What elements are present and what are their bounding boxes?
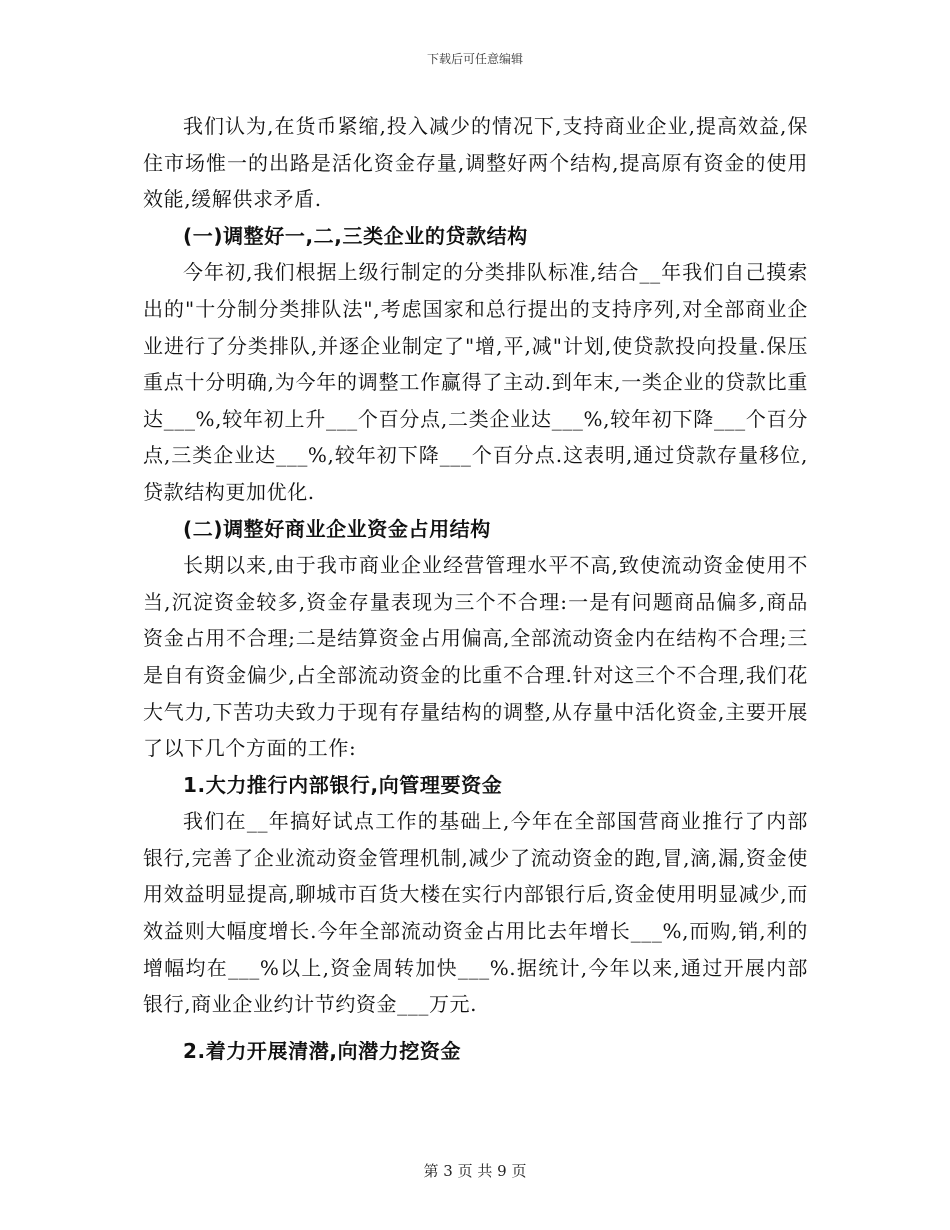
- subsection-heading-internal-bank: 1.大力推行内部银行,向管理要资金: [183, 772, 503, 797]
- subsection-heading-clear-potential: 2.着力开展清潜,向潜力挖资金: [183, 1038, 462, 1063]
- page-number-footer: 第 3 页 共 9 页: [423, 1162, 527, 1180]
- paragraph-capital-structure: 长期以来,由于我市商业企业经营管理水平不高,致使流动资金使用不当,沉淀资金较多,资金存量表现为三个不合理:一是有问题商品偏多,商品资金占用不合理;二是结算资金占用偏高,全部流动资金内在结构不合理;三是自有资金偏少,占全部流动资金的比重不合理.针对这三个不合理,我们花大气力,下苦功夫致力于现有存量结构的调整,从存量中活化资金,主要开展了以下几个方面的工作:: [143, 553, 808, 761]
- paragraph-loan-structure: 今年初,我们根据上级行制定的分类排队标准,结合__年我们自己摸索出的"十分制分类排队法",考虑国家和总行提出的支持序列,对全部商业企业进行了分类排队,并逐企业制定了"增,平,减"计划,使贷款投向投量.保压重点十分明确,为今年的调整工作赢得了主动.到年末,一类企业的贷款比重达___%,较年初上升___个百分点,二类企业达___%,较年初下降___个百分点,三类企业达___%,较年初下降___个百分点.这表明,通过贷款存量移位,贷款结构更加优化.: [143, 260, 808, 504]
- section-heading-capital-structure: (二)调整好商业企业资金占用结构: [183, 516, 491, 541]
- paragraph-internal-bank: 我们在__年搞好试点工作的基础上,今年在全部国营商业推行了内部银行,完善了企业流动资金管理机制,减少了流动资金的跑,冒,滴,漏,资金使用效益明显提高,聊城市百货大楼在实行内部银行后,资金使用明显减少,而效益则大幅度增长.今年全部流动资金占用比去年增长___%,而购,销,利的增幅均在___%以上,资金周转加快___%.据统计,今年以来,通过开展内部银行,商业企业约计节约资金___万元.: [143, 809, 808, 1017]
- paragraph-intro: 我们认为,在货币紧缩,投入减少的情况下,支持商业企业,提高效益,保住市场惟一的出路是活化资金存量,调整好两个结构,提高原有资金的使用效能,缓解供求矛盾.: [143, 114, 808, 212]
- page-header: 下载后可任意编辑: [426, 52, 523, 66]
- section-heading-loan-structure: (一)调整好一,二,三类企业的贷款结构: [183, 223, 528, 248]
- document-body: [143, 108, 808, 1069]
